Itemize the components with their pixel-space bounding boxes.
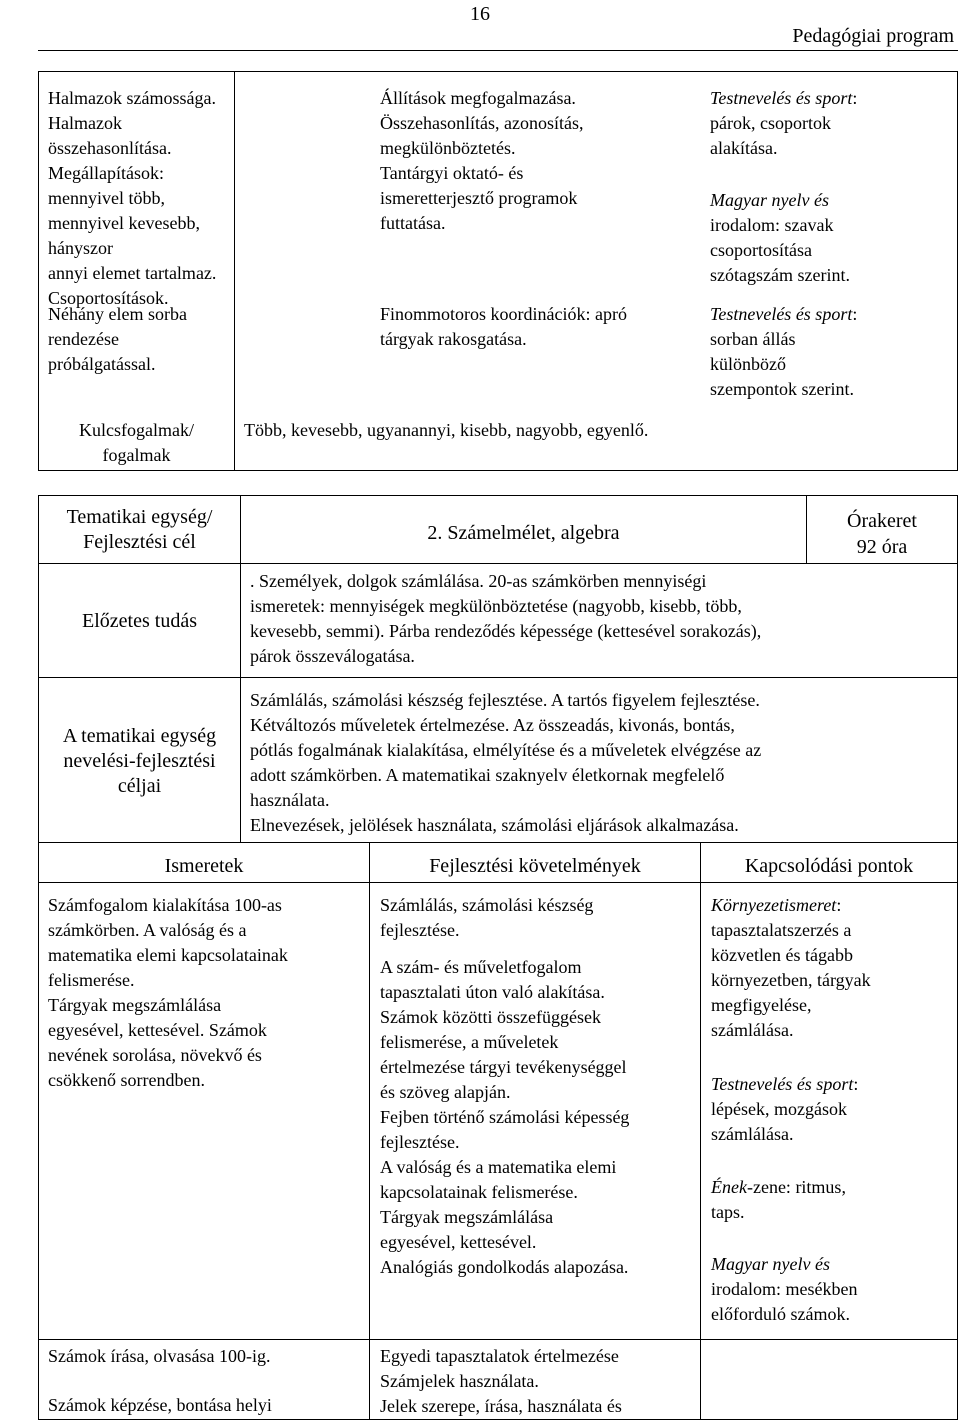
orakeret-value: 92 óra bbox=[856, 536, 908, 558]
kapcsolodas-item-4: Magyar nyelv és irodalom: mesékben előforduló számok. bbox=[711, 1252, 955, 1327]
header-kapcsolodasi-pontok: Kapcsolódási pontok bbox=[744, 855, 914, 877]
header-ismeretek: Ismeretek bbox=[164, 855, 244, 877]
top-col3-item1: Testnevelés és sport: párok, csoportok alakítása. bbox=[710, 88, 858, 158]
top-table-border-left bbox=[38, 71, 39, 471]
subject-name: Környezetismeret bbox=[711, 895, 837, 915]
top-col2-block2: Finommotoros koordinációk: apró tárgyak rakosgatása. bbox=[380, 304, 627, 349]
top-table-border-right bbox=[957, 71, 958, 471]
header-fejlesztesi-kovetelmenyek: Fejlesztési követelmények bbox=[429, 855, 641, 877]
content-table-border-left bbox=[38, 842, 39, 1420]
celok-label: A tematikai egység nevelési-fejlesztési céljai bbox=[62, 725, 217, 797]
unit-table-border-top bbox=[38, 495, 958, 496]
subject-name: Testnevelés és sport bbox=[710, 304, 853, 324]
top-col3-item3: Testnevelés és sport: sorban állás különböző szempontok szerint. bbox=[710, 304, 858, 399]
ismeretek-block-3: Számok képzése, bontása helyi bbox=[48, 1395, 272, 1415]
unit-row-divider-2 bbox=[38, 677, 958, 678]
content-col-divider-2 bbox=[700, 842, 701, 1420]
top-table-border-bottom bbox=[38, 470, 958, 471]
top-col1-block2: Néhány elem sorba rendezése próbálgatással. bbox=[48, 304, 187, 374]
top-table-divider bbox=[234, 71, 235, 471]
subject-name: Testnevelés és sport bbox=[710, 88, 853, 108]
subject-name: Magyar nyelv és bbox=[710, 190, 829, 210]
subject-name: Testnevelés és sport bbox=[711, 1074, 854, 1094]
kulcsfogalmak-label: Kulcsfogalmak/ fogalmak bbox=[79, 420, 194, 465]
kapcsolodas-item-3: Ének-zene: ritmus, taps. bbox=[711, 1177, 846, 1222]
page-number: 16 bbox=[470, 3, 490, 25]
top-col2-block1: Állítások megfogalmazása. Összehasonlítás, azonosítás, megkülönböztetés. Tantárgyi oktató- és ismeretterjesztő programok futtatása. bbox=[380, 88, 584, 233]
subject-name: Ének- bbox=[711, 1177, 753, 1197]
content-table-border-right bbox=[957, 842, 958, 1420]
kovetelmenyek-block-1: Számlálás, számolási készség fejlesztése. bbox=[380, 895, 594, 940]
unit-title: 2. Számelmélet, algebra bbox=[427, 522, 620, 544]
unit-row-divider-1 bbox=[38, 563, 958, 564]
kulcsfogalmak-value: Több, kevesebb, ugyanannyi, kisebb, nagyobb, egyenlő. bbox=[244, 420, 649, 440]
header-rule bbox=[38, 50, 958, 51]
ismeretek-block-1: Számfogalom kialakítása 100-as számkörben. A valóság és a matematika elemi kapcsolatainak felismerése. Tárgyak megszámlálása egyesével, kettesével. Számok nevének sorolása, növekvő és csökkenő sorrendben. bbox=[48, 895, 288, 1090]
celok-text: Számlálás, számolási készség fejlesztése. A tartós figyelem fejlesztése. Kétváltozós műveletek értelmezése. Az összeadás, kivonás, bontás, pótlás fogalmának kialakítása, elmélyítése és a műveletek elvégzése az adott számkörben. A matematikai szaknyelv életkornak megfelelő használata. Elnevezések, jelölések használata, számolási eljárások alkalmazása. bbox=[250, 690, 762, 835]
elozetes-tudas-text: . Személyek, dolgok számlálása. 20-as számkörben mennyiségi ismeretek: mennyiségek megkülönböztetése (nagyobb, kisebb, több, kevesebb, semmi). Párba rendeződés képessége (kettesével sorakozás), párok összeválogatása. bbox=[250, 571, 762, 666]
orakeret-label: Órakeret bbox=[847, 510, 917, 532]
content-row-divider bbox=[38, 1339, 958, 1340]
content-header-divider bbox=[38, 882, 958, 883]
kapcsolodas-item-1: Környezetismeret: tapasztalatszerzés a közvetlen és tágabb környezetben, tárgyak megfigyelése, számlálása. bbox=[711, 895, 871, 1040]
top-col3-item2: Magyar nyelv és irodalom: szavak csoportosítása szótagszám szerint. bbox=[710, 188, 955, 288]
kovetelmenyek-block-3: Egyedi tapasztalatok értelmezése Számjelek használata. Jelek szerepe, írása, használata és bbox=[380, 1346, 622, 1416]
kapcsolodas-item-2: Testnevelés és sport: lépések, mozgások számlálása. bbox=[711, 1074, 859, 1144]
tematikai-egyseg-label: Tematikai egység/ Fejlesztési cél bbox=[66, 506, 213, 553]
ismeretek-block-2: Számok írása, olvasása 100-ig. bbox=[48, 1346, 271, 1366]
top-col1-block1: Halmazok számossága. Halmazok összehasonlítása. Megállapítások: mennyivel több, mennyivel kevesebb, hányszor annyi elemet tartalmaz. Csoportosítások. bbox=[48, 88, 217, 308]
subject-name: Magyar nyelv és bbox=[711, 1254, 830, 1274]
unit-table-border-bottom bbox=[38, 842, 958, 843]
kovetelmenyek-block-2: A szám- és műveletfogalom tapasztalati úton való alakítása. Számok közötti összefüggések felismerése, a műveletek értelmezése tárgyi tevékenységgel és szöveg alapján. Fejben történő számolási képesség fejlesztése. A valóság és a matematika elemi kapcsolatainak felismerése. Tárgyak megszámlálása egyesével, kettesével. Analógiás gondolkodás alapozása. bbox=[380, 957, 630, 1277]
top-table-border-top bbox=[38, 71, 958, 72]
program-title: Pedagógiai program bbox=[792, 25, 954, 47]
elozetes-tudas-label: Előzetes tudás bbox=[82, 610, 197, 632]
unit-table-divider bbox=[240, 495, 241, 843]
content-table-border-bottom bbox=[38, 1419, 958, 1420]
unit-table-border-right bbox=[957, 495, 958, 843]
content-col-divider-1 bbox=[369, 842, 370, 1420]
